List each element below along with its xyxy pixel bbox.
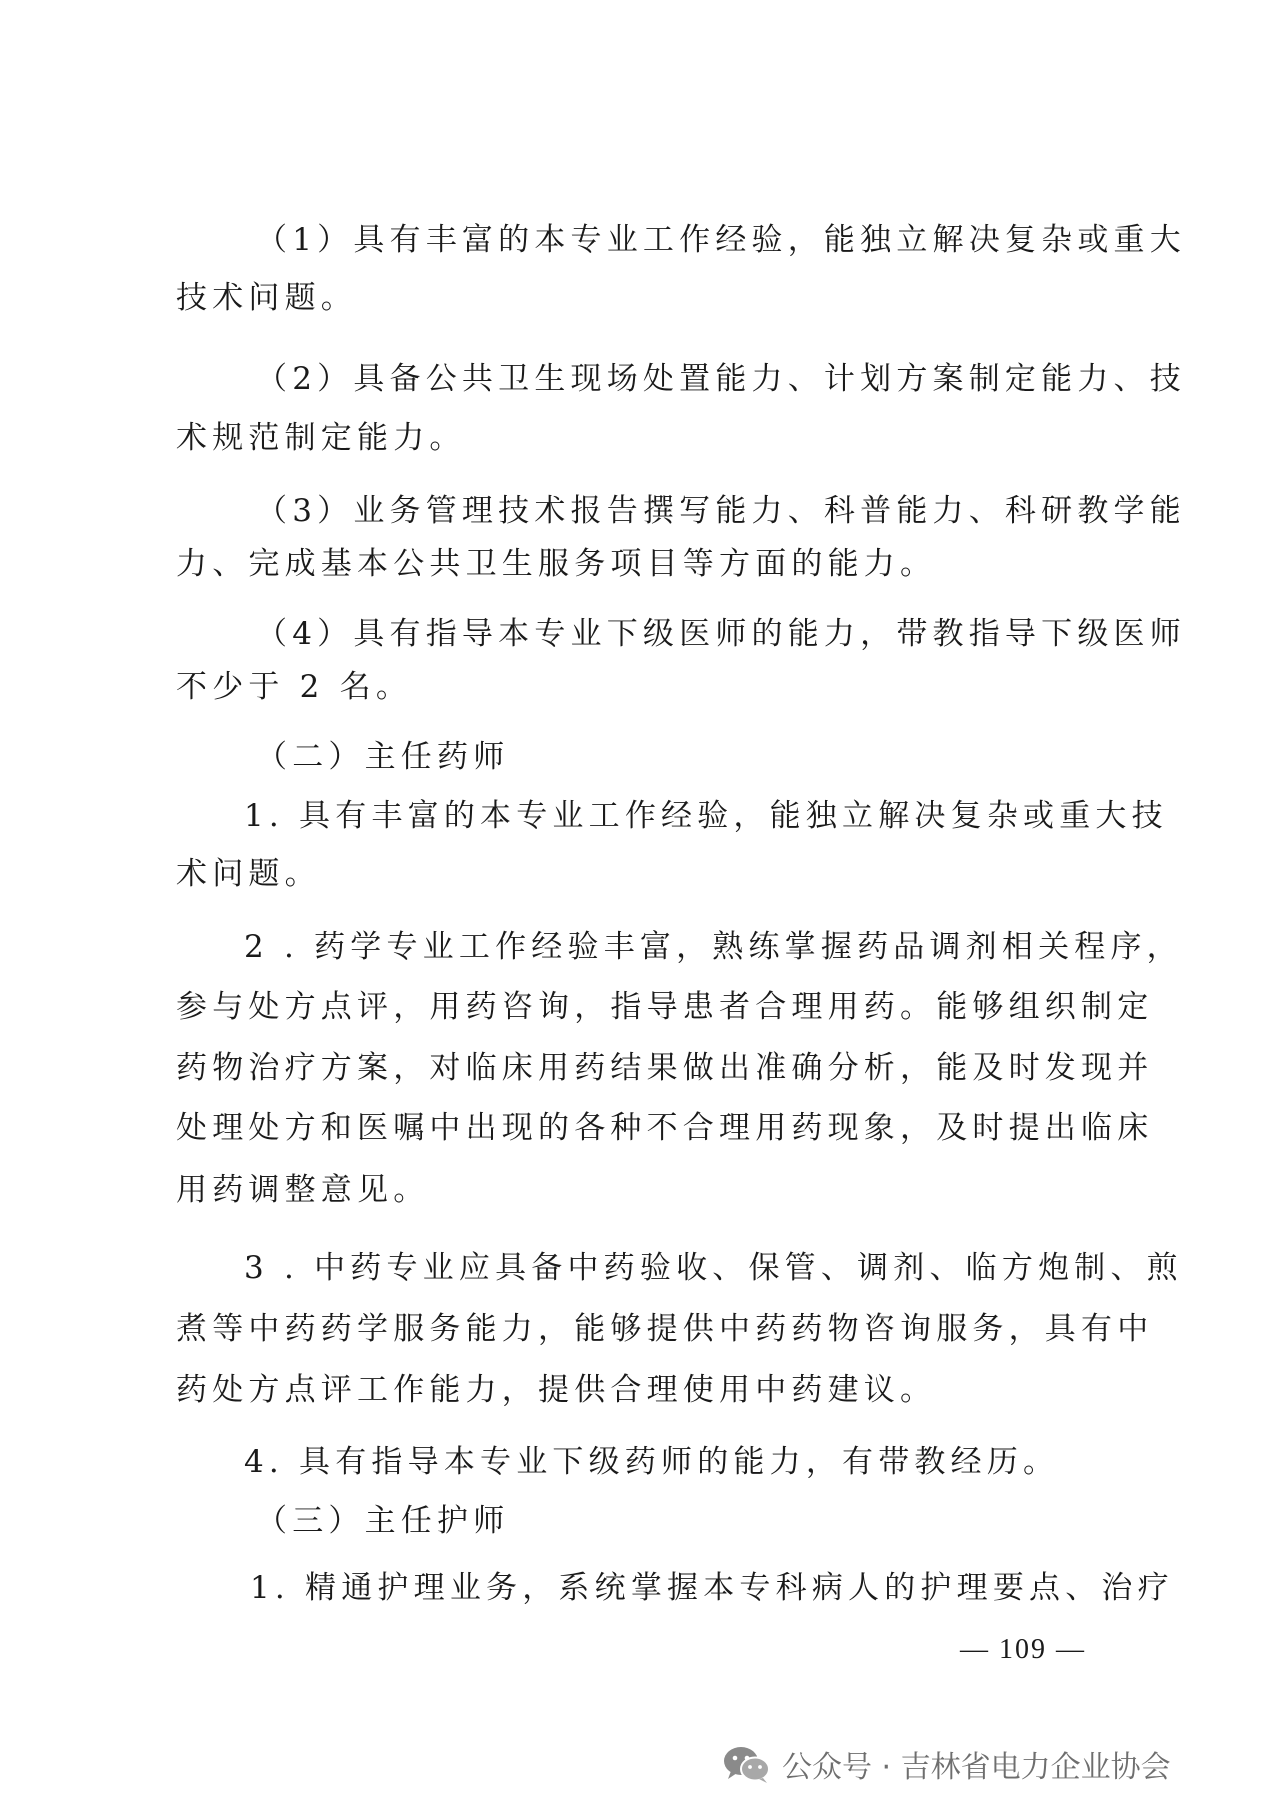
text-line: 用药调整意见。 (176, 1172, 430, 1208)
text-line: 参与处方点评，用药咨询，指导患者合理用药。能够组织制定 (176, 989, 1154, 1025)
text-line: （2）具备公共卫生现场处置能力、计划方案制定能力、技 (256, 361, 1186, 397)
text-line: 1. 具有丰富的本专业工作经验，能独立解决复杂或重大技 (244, 798, 1168, 834)
section-heading: （三）主任护师 (256, 1503, 510, 1539)
text-line: （1）具有丰富的本专业工作经验，能独立解决复杂或重大 (256, 222, 1186, 258)
text-line: 术问题。 (176, 856, 321, 892)
text-line: 术规范制定能力。 (176, 420, 466, 456)
text-line: （3）业务管理技术报告撰写能力、科普能力、科研教学能 (256, 493, 1186, 529)
text-line: 3 . 中药专业应具备中药验收、保管、调剂、临方炮制、煎 (244, 1250, 1183, 1286)
watermark (722, 1736, 1171, 1792)
text-line: 技术问题。 (176, 280, 357, 316)
text-line: 2 . 药学专业工作经验丰富，熟练掌握药品调剂相关程序， (244, 929, 1183, 965)
text-line: 药物治疗方案，对临床用药结果做出准确分析，能及时发现并 (176, 1050, 1154, 1086)
page-number: — 109 — (960, 1634, 1086, 1665)
text-line: 处理处方和医嘱中出现的各种不合理用药现象，及时提出临床 (176, 1110, 1154, 1146)
watermark-text: 公众号 · 吉林省电力企业协会 (782, 1750, 1171, 1785)
text-line: 1. 精通护理业务，系统掌握本专科病人的护理要点、治疗 (250, 1570, 1174, 1606)
text-line: 药处方点评工作能力，提供合理使用中药建议。 (176, 1372, 937, 1408)
text-line: 不少于 2 名。 (176, 669, 413, 705)
section-heading: （二）主任药师 (256, 739, 510, 775)
text-line: （4）具有指导本专业下级医师的能力，带教指导下级医师 (256, 616, 1186, 652)
wechat-icon (722, 1744, 772, 1784)
text-line: 煮等中药药学服务能力，能够提供中药药物咨询服务，具有中 (176, 1311, 1154, 1347)
text-line: 4. 具有指导本专业下级药师的能力，有带教经历。 (244, 1444, 1060, 1480)
text-line: 力、完成基本公共卫生服务项目等方面的能力。 (176, 546, 937, 582)
